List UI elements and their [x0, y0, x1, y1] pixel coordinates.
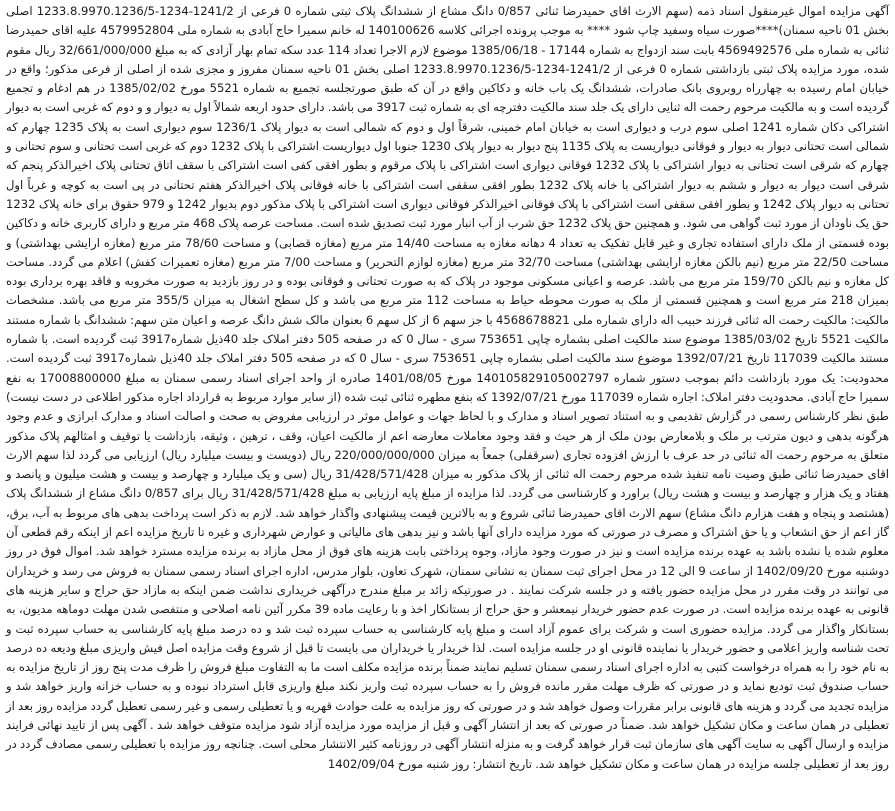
notice-paragraph: آگهی مزایده اموال غیرمنقول اسناد ذمه (سهم الارث اقای حمیدرضا ثنائی 0/857 دانگ مشاع از ششدانگ پلاک ثبتی شماره 0 فرعی از 1241/2-1234-1233.8.9970.1236/5 اصلی بخش 01 ناحیه سمنان)****صورت سیاه وسفید چاپ شود **** به موجب پرونده اجرائی کلاسه 140100626 له خانم سمیرا حاج آبادی به شماره ملی 4579952804 علیه اقای حمیدرضا ثنائی به شماره ملی 4569492576 بابت سند ازدواج به شماره 17144 - 1385/06/18 موضوع لازم الاجرا تعداد 114 عدد سکه تمام بهار آزادی که به مبلغ 32/661/000/000 ریال مقوم شده، مورد مزایده پلاک ثبتی بازداشتی شماره 0 فرعی از 1241/2-1234-1233.8.9970.1236/5 اصلی بخش 01 ناحیه سمنان مفروز و مجزی شده از اصلی از فرعی مذکور؛ واقع در خیابان امام رسیده به چهارراه روبروی بانک صادرات، ششدانگ یک باب خانه و دکاکین واقع در آن که طبق صورتجلسه تجمیع به شماره 5521 مورخ 1385/02/02 در هم ادغام و تجمیع گردیده است و به مالکیت مرحوم رحمت اله ثنایی دارای یک جلد سند مالکیت دفترچه ای به شماره ثبت 3917 می باشد. دارای حدود اربعه شمالاً اول به دیوار و و دوم که غربی است به دیوار اشتراکی دکان شماره 1241 اصلی سوم درب و دیواری است به خیابان امام خمینی، شرقاً اول و دوم که شمالی است به دیوار پلاک 1236/1 سوم دیواری است به پلاک 1235 چهارم که شمالی است تحتانی دیوار به دیوار و فوقانی دیواریست به پلاک 1135 پنج دیوار به دیوار پلاک 1230 جنوبا اول دیواریست اشتراکی با پلاک 1232 دوم که غربی است تحتانی و سوم تحتانی و چهارم که شرقی است تحتانی به دیوار اشتراکی با پلاک 1232 فوقانی دیواری است اشتراکی با پلاک مرقوم و بطور افقی کفی است اشتراکی با سقف اتاق تحتانی پلاک اخیرالذکر پنجم که شرقی است دیوار به دیوار و ششم به دیوار اشتراکی با خانه پلاک 1232 بطور افقی سقفی است اشتراکی با خانه فوقانی پلاک اخیرالذکر هفتم تحتانی در پی است به کوچه و غرباً اول تحتانی به دیوار پلاک 1242 و بطور افقی سقفی است اشتراکی با پلاک فوقانی اخیرالذکر فوقانی دیواری است اشتراکی با پلاک مذکور دوم بدیوار 1242 و 979 حقوق برای خانه پلاک 1232 حق یک ناودان از مورد ثبت گواهی می شود. و همچنین حق پلاک 1232 حق شرب از آب انبار مورد ثبت تصدیق شده است. مساحت عرصه پلاک 468 متر مربع و دارای کاربری خانه و دکاکین بوده قسمتی از ملک دارای استفاده تجاری و غیر قابل تفکیک به تعداد 4 دهانه مغازه به مساحت 14/40 متر مربع (مغازه قصابی) و مساحت 78/60 متر مربع (مغازه ارایشی بهداشتی) و مساحت 22/50 متر مربع (نیم بالکن مغازه ارایشی بهداشتی) مساحت 32/70 متر مربع (مغازه لوازم التحریر) و مساحت 7/00 متر مربع (مغازه تعمیرات کفش) اعلام می گردد. مساحت کل مغازه و نیم بالکن 159/70 متر مربع می باشد. عرصه و اعیانی مسکونی موجود در پلاک که به صورت تحتانی و فوقانی بوده و در روز بازدید به صورت مخروبه و فاقد بهره برداری بوده بمیزان 218 متر مربع است و همچنین قسمتی از ملک به صورت محوطه حیاط به مساحت 112 متر مربع می باشد و کل سطح اشغال به میزان 355/5 متر مربع می باشد. مشخصات مالکیت: مالکیت رحمت اله ثنائی فرزند حبیب اله دارای شماره ملی 4568678821 با جز سهم 6 از کل سهم 6 بعنوان مالک شش دانگ عرصه و اعیان متن سهم: ششدانگ با شماره مستند مالکیت 5521 تاریخ 1385/03/02 موضوع سند مالکیت اصلی بشماره چاپی 753651 سری - سال 0 که در صفحه 505 دفتر املاک جلد 40ذیل شماره3917 ثبت گردیده است. با شماره مستند مالکیت 117039 تاریخ 1392/07/21 موضوع سند مالکیت اصلی بشماره چاپی 753651 سری - سال 0 که در صفحه 505 دفتر املاک جلد 40ذیل شماره3917 ثبت گردیده است. محدودیت: یک مورد بازداشت دائم بموجب دستور شماره 140105829105002797 مورخ 1401/08/05 صادره از واحد اجرای اسناد رسمی سمنان به مبلغ 17008800000 به نفع سمیرا حاج آبادی. محدودیت دفتر املاک: اجاره شماره 117039 مورخ 1392/07/21 که بنفع مطهره ثنائی ثبت شده (از سایر موارد مربوط به قرارداد اجاره مذکور اطلاعی در دست نیست) طبق نظر کارشناس رسمی در گزارش تقدیمی و به استناد تصویر اسناد و مدارک و با لحاظ جهات و عوامل موثر در ارزیابی مفروض به صحت و اصالت اسناد و مدارک ابرازی و عدم وجود هرگونه بدهی و دیون مترتب بر ملک و بلامعارض بودن ملک از هر حیث و فقد وجود معاملات معارضه اعم از مالکیت اعیان، وقف ، ترهین ، وثیقه، بازداشت یا توقیف و امثالهم پلاک مذکور متعلق به مرحوم رحمت اله ثنائی در حد عرف با ارزش افزوده تجاری (سرقفلی) جمعاً به میزان 220/000/000/000 ریال (دویست و بیست میلیارد ریال) ارزیابی می گردد لذا سهم الارث اقای حمیدرضا ثنائی طبق وصیت نامه تنفیذ شده مرحوم رحمت اله ثنائی از پلاک مذکور به میزان 31/428/571/428 ریال (سی و یک میلیارد و چهارصد و بیست و هشت میلیون و پانصد و هفتاد و یک هزار و چهارصد و بیست و هشت ریال) براورد و کارشناسی می گردد. لذا مزایده از مبلغ پایه ارزیابی به مبلغ 31/428/571/428 ریال برای 0/857 دانگ مشاع از ششدانگ پلاک (هشتصد و پنجاه و هفت هزارم دانگ مشاع) سهم الارث اقای حمیدرضا ثنائی شروع و به بالاترین قیمت پیشنهادی واگذار خواهد شد. لازم به ذکر است پرداخت بدهی های مربوط به آب، برق، گاز اعم از حق انشعاب و یا حق اشتراک و مصرف در صورتی که مورد مزایده دارای آنها باشد و نیز بدهی های مالیاتی و عوارض شهرداری و غیره تا تاریخ مزایده اعم از اینکه رقم قطعی آن معلوم شده یا نشده باشد به عهده برنده مزایده است و نیز در صورت وجود مازاد، وجوه پرداختی بابت هزینه های فوق از محل مازاد به برنده مزایده مسترد خواهد شد. اموال فوق در روز دوشنبه مورخ 1402/09/20 از ساعت 9 الی 12 در محل اجرای ثبت سمنان به نشانی سمنان، شهرک تعاون، بلوار مدرس، اداره اجرای اسناد رسمی سمنان به فروش می رسد و خریداران می توانند در وقت مقرر در محل مزایده حضور یافته و در جلسه شرکت نمایند . در صورتیکه زائد بر مبلغ مندرج درآگهی خریداری نداشت ضمن اینکه به مازاد حق حراج و سایر هزینه های قانونی به عهده برنده مزایده است. در صورت عدم حضور خریدار نیمعشر و حق حراج از بستانکار اخذ و با رعایت ماده 39 مکرر آئین نامه اصلاحی و منتفصی شدن مهلت دوماهه مدیون، به بستانکار واگذار می گردد. مزایده حضوری است و شرکت برای عموم آزاد است و مبلغ پایه کارشناسی به حساب سپرده ثبت شد و ده درصد مبلغ پایه کارشناسی به حساب سپرده ثبت و تحت شناسه واریز اعلامی و حضور خریدار یا نماینده قانونی او در جلسه مزایده است. لذا خریدار یا خریداران می بایست تا قبل از شروع وقت مزایده اصل فیش واریزی مبلغ ودیعه ده درصد به نام خود را به همراه درخواست کتبی به اداره اجرای اسناد رسمی سمنان تسلیم نمایند ضمناً برنده مزایده مکلف است ما به التفاوت مبلغ فروش را ظرف مدت پنج روز از تاریخ مزایده به حساب صندوق ثبت تودیع نماید و در صورتی که ظرف مهلت مقرر مانده فروش را به حساب سپرده ثبت واریز نکند مبلغ واریزی قابل استرداد نبوده و به حساب خزانه واریز خواهد شد و مزایده تجدید می گردد و هزینه های قانونی برابر مقررات وصول خواهد شد و در صورتی که روز مزایده به علت حوادث قهریه و یا تعطیلی رسمی و غیر رسمی تعطیل گردد مزایده روز بعد از تعطیلی در همان ساعت و مکان تشکیل خواهد شد. ضمناً در صورتی که بعد از انتشار آگهی و قبل از مزایده مورد مزایده آزاد شود مزایده متوقف خواهد شد . آگهی پس از تایید نهائی فرایند مزایده و ارسال آگهی به سایت آگهی های سازمان ثبت قرار خواهد گرفت و به منزله انتشار آگهی در روزنامه کثیر الانتشار محلی است. چنانچه روز مزایده با تعطیلی رسمی مصادف گردد در روز بعد از تعطیلی جلسه مزایده در همان ساعت و مکان تشکیل خواهد شد. تاریخ انتشار: روز شنبه مورخ 1402/09/04: [6, 4, 890, 771]
